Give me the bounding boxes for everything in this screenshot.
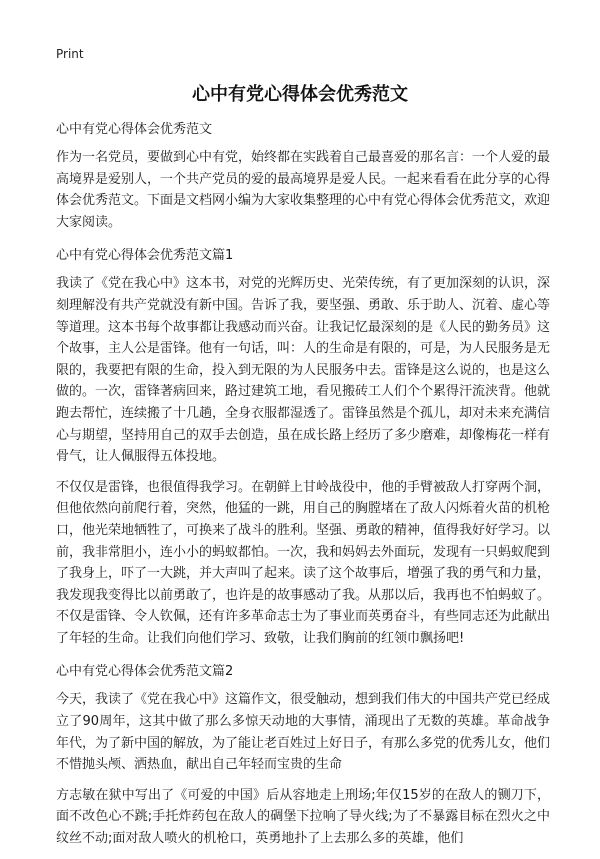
print-link[interactable]: Print (56, 47, 84, 61)
intro-paragraph: 作为一名党员，要做到心中有党，始终都在实践着自己最喜爱的那名言：一个人爱的最高境界是爱别人，一个共产党员的爱的最高境界是爱人民。一起来看看在此分享的心得体会优秀范文。下面是文档网小编为大家收集整理的心中有党心得体会优秀范文，欢迎大家阅读。 (56, 150, 551, 230)
section-2-paragraph-1: 今天，我读了《党在我心中》这篇作文，很受触动，想到我们伟大的中国共产党已经成立了90周年，这其中做了那么多惊天动地的大事情，涌现出了无数的英雄。革命战争年代，为了新中国的解放，为了能让老百姓过上好日子，有那么多党的优秀儿女，他们不惜抛头颅、洒热血，献出自己年轻而宝贵的生命 (56, 692, 551, 773)
section-1-paragraph-2: 不仅仅是雷锋，也很值得我学习。在朝鲜上甘岭战役中，他的手臂被敌人打穿两个洞，但他依然向前爬行着，突然，他猛的一跳，用自己的胸膛堵在了敌人闪烁着火苗的机枪口，他光荣地牺牲了，可换来了战斗的胜利。坚强、勇敢的精神，值得我好好学习。以前，我非常胆小，连小小的蚂蚁都怕。一次，我和妈妈去外面玩，发现有一只蚂蚁爬到了我身上，吓了一大跳，并大声叫了起来。读了这个故事后，增强了我的勇气和力量，我发现我变得比以前勇敢了，也许是的故事感动了我。从那以后，我再也不怕蚂蚁了。不仅是雷锋、令人钦佩，还有许多革命志士为了事业而英勇奋斗，有些同志还为此献出了年轻的生命。让我们向他们学习、致敬，让我们胸前的红领巾飘扬吧! (56, 479, 551, 646)
section-2-paragraph-2: 方志敏在狱中写出了《可爱的中国》后从容地走上刑场;年仅15岁的在敌人的铡刀下，面不改色心不跳;手托炸药包在敌人的碉堡下拉响了导火线;为了不暴露目标在烈火之中纹丝不动;面对敌人喷火的机枪口，英勇地扑了上去那么多的英雄，他们 (56, 787, 550, 847)
section-1-heading: 心中有党心得体会优秀范文篇1 (56, 248, 234, 264)
page-title: 心中有党心得体会优秀范文 (192, 84, 408, 105)
section-1-paragraph-1: 我读了《党在我心中》这本书，对党的光辉历史、光荣传统，有了更加深刻的认识，深刻理解没有共产党就没有新中国。告诉了我，要坚强、勇敢、乐于助人、沉着、虚心等等道理。这本书每个故事都让我感动而兴奋。让我记忆最深刻的是《人民的勤务员》这个故事，主人公是雷锋。他有一句话，叫：人的生命是有限的，可是，为人民服务是无限的，我要把有限的生命，投入到无限的为人民服务中去。雷锋是这么说的，也是这么做的。一次，雷锋著病回来，路过建筑工地，看见搬砖工人们个个累得汗流浃背。他就跑去帮忙，连续搬了十几趟，全身衣服都湿透了。雷锋虽然是个孤儿，却对未来充满信心与期望，坚持用自己的双手去创造，虽在成长路上经历了多少磨难，却像梅花一样有骨气，让人佩服得五体投地。 (56, 276, 551, 465)
document-body (56, 120, 550, 859)
section-2-heading: 心中有党心得体会优秀范文篇2 (56, 664, 234, 680)
intro-heading: 心中有党心得体会优秀范文 (56, 122, 213, 137)
